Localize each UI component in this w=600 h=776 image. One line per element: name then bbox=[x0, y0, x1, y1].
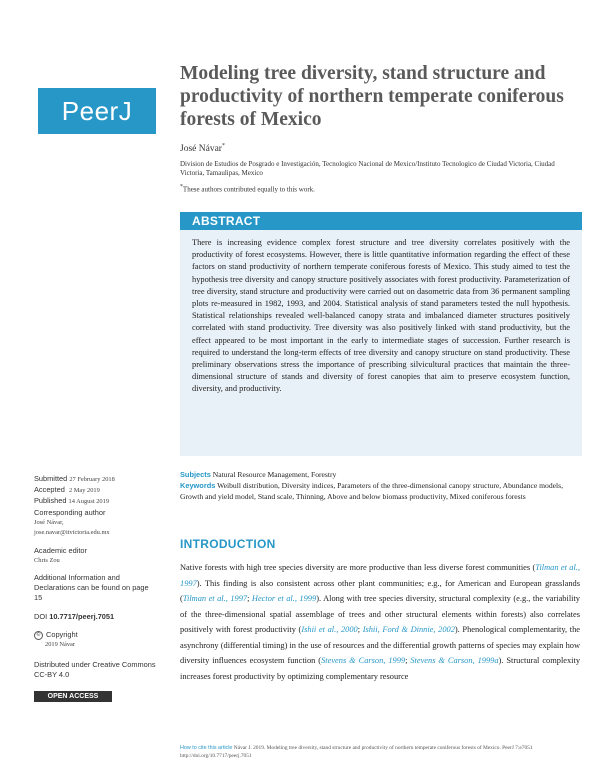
intro-text-3: ; bbox=[247, 594, 252, 603]
introduction-text bbox=[180, 560, 580, 684]
citation-link[interactable]: Tilman et al., 1997 bbox=[180, 563, 580, 588]
how-to-cite bbox=[180, 745, 580, 760]
corresponding-name: José Návar, bbox=[34, 519, 64, 526]
article-title: Modeling tree diversity, stand structure and productivity of northern temperate coniferous forests of Mexico bbox=[180, 63, 564, 130]
open-access-badge: OPEN ACCESS bbox=[34, 691, 112, 702]
subjects-keywords bbox=[180, 469, 580, 502]
doi-label: DOI bbox=[34, 612, 48, 621]
intro-text-5: ; bbox=[357, 625, 363, 634]
abstract-text: There is increasing evidence complex forest structure and tree diversity correlates positively with the productivity of forest ecosystems. However, there is little quantitative information regarding the effect of these factors on stand productivity of northern temperate coniferous forests of Mexico. This study aimed to test the hypothesis tree diversity and canopy structure positively associates with forest productivity. Parameterization of tree diversity, stand structure and productivity were carried out on dasometric data from 36 permanent sampling plots re-measured in 1982, 1993, and 2004. Statistical analysis of stand parameters tested the null hypothesis. Statistical relationships revealed well-balanced canopy strata and imbalanced diameter structures positively correlated with stand productivity. Tree diversity was also positively linked with stand productivity, but the effect appeared to be most important in the early to intermediate stages of succession. Further research is required to understand the long-term effects of tree diversity and canopy structure on stand productivity. These preliminary observations stress the importance of prescribing silvicultural practices that maintain the three-dimensional structure of stands and diversity of forest canopies that aim to preserve ecosystem function, diversity, and productivity. bbox=[192, 238, 570, 394]
copyright-label: Copyright bbox=[46, 630, 78, 639]
peerj-logo: PeerJ bbox=[38, 88, 156, 134]
accepted-label: Accepted bbox=[34, 485, 65, 494]
intro-text-2: ). This finding is also consistent across other plant communities; e.g., for American and European grasslands ( bbox=[180, 578, 580, 603]
author[interactable] bbox=[180, 143, 225, 154]
citation-link[interactable]: Hector et al., 1999 bbox=[251, 594, 317, 603]
citation-link[interactable]: Stevens & Carson, 1999 bbox=[321, 656, 406, 665]
citation-link[interactable]: Stevens & Carson, 1999a bbox=[410, 656, 499, 665]
citation-link[interactable]: Ishii et al., 2000 bbox=[301, 625, 358, 634]
intro-text-6: ). Phenological complementarity, the asynchrony (differential timing) in the use of resources and the differential growth patterns of species may explain how diversity influences ecosystem function ( bbox=[180, 625, 580, 665]
introduction-heading: INTRODUCTION bbox=[180, 537, 276, 551]
published-label: Published bbox=[34, 496, 67, 505]
doi-block bbox=[34, 612, 114, 622]
published-date: 14 August 2019 bbox=[68, 498, 110, 505]
subjects-line bbox=[180, 469, 580, 480]
equal-mark: * bbox=[180, 184, 183, 190]
additional-info[interactable]: Additional Information and Declarations can be found on page 15 bbox=[34, 573, 149, 602]
author-name[interactable]: José Návar bbox=[180, 144, 222, 155]
copyright-holder: 2019 Návar bbox=[45, 641, 75, 648]
doi-link[interactable]: 10.7717/peerj.7051 bbox=[49, 612, 115, 621]
subjects-text[interactable]: Natural Resource Management, Forestry bbox=[212, 470, 337, 479]
editor-label: Academic editor bbox=[34, 546, 87, 555]
intro-text-4: ). Along with tree species diversity, structural complexity (e.g., the variability of the three-dimensional spatial assemblage of trees and other structural elements within forests) also correlates positively with forest productivity ( bbox=[180, 594, 580, 634]
license-text[interactable]: Distributed under Creative Commons CC-BY 4.0 bbox=[34, 660, 156, 679]
citation-link[interactable]: Ishii, Ford & Dinnie, 2002 bbox=[362, 625, 455, 634]
copyright-block bbox=[34, 630, 78, 650]
editor-name: Chris Zou bbox=[34, 557, 60, 564]
submitted-date: 27 February 2018 bbox=[69, 476, 115, 483]
keywords-label: Keywords bbox=[180, 481, 216, 490]
how-to-cite-text[interactable]: Návar J. 2019. Modeling tree diversity, stand structure and productivity of northern temperate coniferous forests of Mexico. PeerJ 7:e7051 http://doi.org/10.7717/peerj.7051 bbox=[180, 745, 533, 759]
dates-block bbox=[34, 474, 115, 507]
intro-text-7: ; bbox=[405, 656, 411, 665]
abstract-header bbox=[180, 212, 582, 230]
accepted-date: 2 May 2019 bbox=[68, 487, 100, 494]
subjects-label: Subjects bbox=[180, 470, 211, 479]
how-to-cite-label: How to cite this article bbox=[180, 745, 233, 751]
equal-text: These authors contributed equally to this work. bbox=[182, 185, 315, 194]
corresponding-label: Corresponding author bbox=[34, 508, 106, 517]
equal-contribution-note bbox=[180, 184, 315, 193]
affiliation: Division de Estudios de Posgrado e Investigación, Tecnologico Nacional de Mexico/Instituto Tecnologico de Ciudad Victoria, Ciudad Victoria, Tamaulipas, Mexico bbox=[180, 160, 555, 177]
editor-block bbox=[34, 546, 87, 566]
keywords-line bbox=[180, 480, 580, 502]
submitted-label: Submitted bbox=[34, 474, 68, 483]
intro-text-1: Native forests with high tree species diversity are more productive than less diverse forest communities ( bbox=[180, 563, 536, 572]
keywords-text: Weibull distribution, Diversity indices, Parameters of the three-dimensional canopy structure, Abundance models, Growth and yield model, Stand scale, Thinning, Above and below biomass productivity, Mixed coniferous forests bbox=[180, 481, 563, 501]
abstract-heading: ABSTRACT bbox=[192, 214, 261, 228]
intro-text-8: ). Structural complexity increases forest productivity by optimizing complementary resource bbox=[180, 656, 581, 681]
citation-link[interactable]: Tilman et al., 1997 bbox=[182, 594, 248, 603]
corresponding-email[interactable]: jose.navar@itvictoria.edu.mx bbox=[34, 529, 110, 536]
corresponding-block bbox=[34, 508, 110, 538]
author-mark: * bbox=[221, 143, 225, 149]
copyright-icon: © bbox=[34, 631, 43, 640]
